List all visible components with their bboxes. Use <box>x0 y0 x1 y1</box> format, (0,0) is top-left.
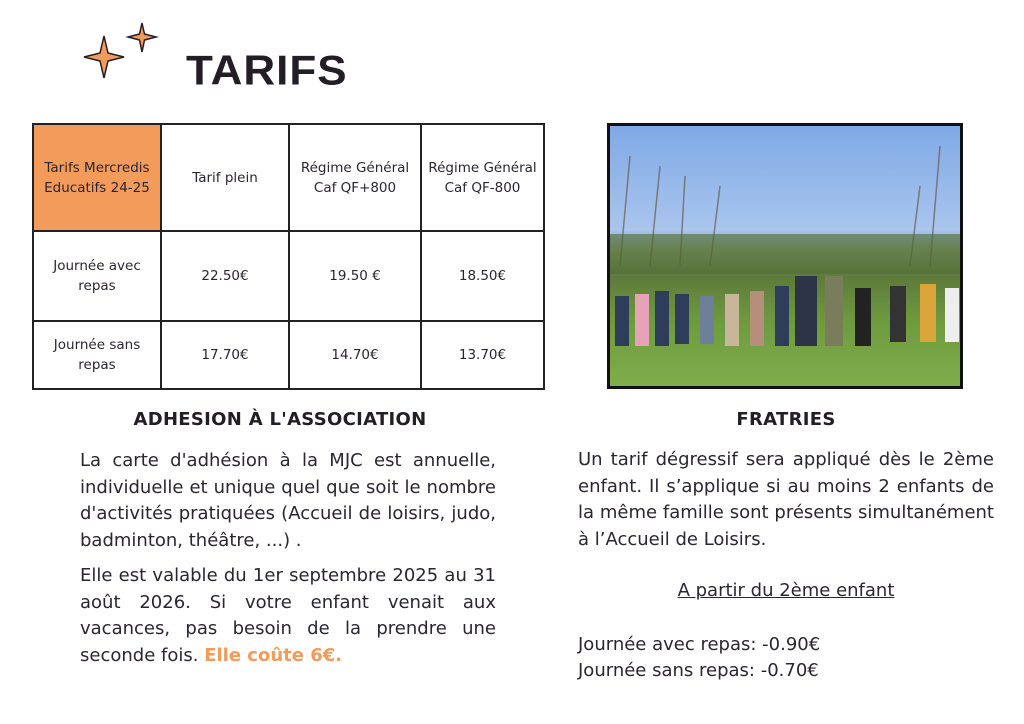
table-cell: 19.50 € <box>289 231 421 321</box>
sparkle-stars-icon <box>78 20 162 84</box>
fratries-line-sans-repas: Journée sans repas: -0.70€ <box>578 660 819 681</box>
fratries-heading: FRATRIES <box>736 409 836 430</box>
adhesion-paragraph-2 <box>80 563 496 669</box>
table-cell: 13.70€ <box>421 321 544 389</box>
table-header-cell: Régime Général Caf QF+800 <box>289 124 421 231</box>
table-header-cell: Tarif plein <box>161 124 289 231</box>
row-label: Journée sans repas <box>33 321 161 389</box>
page-title: TARIFS <box>186 47 348 94</box>
table-cell: 18.50€ <box>421 231 544 321</box>
table-header-cell: Régime Général Caf QF-800 <box>421 124 544 231</box>
table-row <box>33 321 544 389</box>
adhesion-text: Elle est valable du 1er septembre 2025 au 31 août 2026. Si votre enfant venait aux vacances, pas besoin de la prendre une seconde fois. <box>80 565 496 666</box>
row-label: Journée avec repas <box>33 231 161 321</box>
table-cell: 22.50€ <box>161 231 289 321</box>
table-cell: 17.70€ <box>161 321 289 389</box>
fratries-subheading: A partir du 2ème enfant <box>677 580 895 601</box>
fratries-paragraph: Un tarif dégressif sera appliqué dès le 2ème enfant. Il s’applique si au moins 2 enfants de la même famille sont présents simultanément à l’Accueil de Loisirs. <box>578 449 994 550</box>
tarifs-table <box>32 123 545 390</box>
table-header-cell: Tarifs Mercredis Educatifs 24-25 <box>33 124 161 231</box>
adhesion-price: Elle coûte 6€. <box>204 644 343 666</box>
fratries-line-avec-repas: Journée avec repas: -0.90€ <box>578 634 821 655</box>
children-group-photo <box>607 123 963 389</box>
table-cell: 14.70€ <box>289 321 421 389</box>
table-row <box>33 231 544 321</box>
adhesion-paragraph-1: La carte d'adhésion à la MJC est annuelle, individuelle et unique quel que soit le nombre d'activités pratiquées (Accueil de loisirs, judo, badminton, théâtre, ...) . <box>80 450 496 551</box>
adhesion-heading: ADHESION À L'ASSOCIATION <box>133 409 427 430</box>
